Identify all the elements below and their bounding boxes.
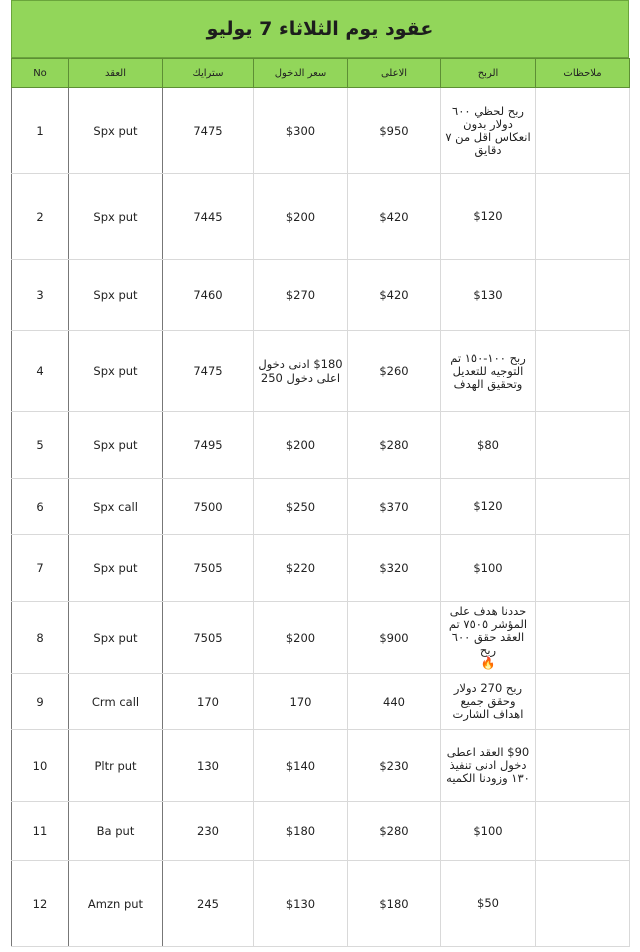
cell-contract-text: Amzn put [87, 896, 144, 911]
cell-strike-text: 245 [197, 896, 219, 911]
cell-high-text: $180 [379, 896, 409, 911]
cell-contract-text: Spx put [93, 364, 138, 378]
cell-profit [441, 730, 536, 802]
cell-high [348, 535, 441, 602]
cell-contract [69, 260, 163, 331]
cell-no-text: 1 [36, 123, 44, 138]
header-notes: ملاحظات [536, 59, 630, 88]
cell-profit-text: ربح ١٠٠-١٥٠ تم التوجيه للتعديل وتحقيق الهدف [450, 350, 526, 391]
cell-high [348, 602, 441, 674]
table-header-row [12, 59, 630, 88]
cell-high-text: $950 [379, 123, 409, 138]
cell-contract [69, 479, 163, 535]
cell-entry-price-text: $200 [285, 438, 316, 452]
cell-profit [441, 802, 536, 861]
cell-contract [69, 861, 163, 947]
cell-profit-text: ربح 270 دولار وحقق جميع اهداف الشارت [452, 681, 524, 721]
cell-high [348, 802, 441, 861]
cell-strike-text: 7495 [193, 438, 223, 452]
cell-high-text: $280 [379, 438, 409, 452]
cell-contract-text: Spx put [93, 209, 138, 224]
cell-strike [163, 479, 254, 535]
cell-strike-text: 7475 [193, 364, 223, 378]
cell-notes [536, 802, 630, 861]
cell-strike-text: 170 [197, 694, 219, 709]
cell-notes [536, 331, 630, 412]
cell-entry-price-text: $180 ادنى دخول اعلى دخول 250 [258, 357, 343, 385]
cell-profit [441, 535, 536, 602]
cell-entry-price [254, 730, 348, 802]
cell-profit [441, 331, 536, 412]
cell-profit [441, 260, 536, 331]
cell-profit-text: $100 [473, 823, 503, 838]
cell-entry-price-text: $270 [285, 288, 316, 302]
cell-profit [441, 674, 536, 730]
cell-high-text: $420 [379, 209, 409, 224]
cell-high-text: $230 [379, 758, 409, 773]
cell-high [348, 412, 441, 479]
cell-no [12, 674, 69, 730]
cell-entry-price-text: $220 [285, 561, 316, 575]
table-row [12, 260, 630, 331]
cell-contract [69, 674, 163, 730]
cell-profit-text: $120 [473, 499, 503, 513]
table-row [12, 535, 630, 602]
cell-strike-text: 7505 [193, 630, 223, 645]
cell-high-text: $900 [379, 630, 409, 645]
cell-entry-price [254, 412, 348, 479]
cell-no-text: 12 [32, 896, 48, 911]
cell-high-text: $370 [379, 499, 409, 514]
table-row [12, 88, 630, 174]
cell-profit [441, 861, 536, 947]
cell-strike-text: 130 [197, 758, 219, 773]
cell-no [12, 479, 69, 535]
cell-no [12, 535, 69, 602]
cell-entry-price [254, 331, 348, 412]
cell-high-text: $260 [379, 364, 409, 378]
table-row [12, 861, 630, 947]
cell-high [348, 331, 441, 412]
sheet-title: عقود يوم الثلاثاء 7 يوليو [11, 0, 629, 58]
cell-entry-price-text: $180 [285, 824, 316, 838]
header-entry-price: سعر الدخول [254, 59, 348, 88]
cell-entry-price-text: $130 [285, 896, 316, 911]
cell-contract [69, 602, 163, 674]
cell-strike [163, 331, 254, 412]
cell-notes [536, 674, 630, 730]
cell-strike [163, 802, 254, 861]
cell-profit [441, 174, 536, 260]
cell-no-text: 7 [36, 561, 44, 575]
cell-strike-text: 7460 [193, 288, 223, 302]
cell-no [12, 412, 69, 479]
cell-strike [163, 861, 254, 947]
cell-no-text: 3 [36, 288, 44, 302]
cell-notes [536, 412, 630, 479]
cell-high-text: $420 [379, 288, 409, 302]
cell-profit-text: $120 [473, 209, 503, 223]
cell-strike-text: 7445 [193, 209, 223, 224]
cell-profit [441, 602, 536, 674]
cell-contract [69, 535, 163, 602]
cell-contract [69, 802, 163, 861]
cell-contract [69, 412, 163, 479]
cell-contract-text: Crm call [91, 694, 140, 709]
cell-entry-price-text: $200 [285, 209, 316, 224]
table-row [12, 730, 630, 802]
cell-contract [69, 331, 163, 412]
cell-no-text: 11 [32, 824, 48, 838]
cell-no-text: 8 [36, 630, 44, 645]
cell-notes [536, 730, 630, 802]
cell-strike [163, 674, 254, 730]
cell-entry-price-text: $250 [285, 499, 316, 514]
cell-no [12, 174, 69, 260]
cell-profit-text: $80 [477, 437, 499, 452]
cell-entry-price [254, 861, 348, 947]
cell-no [12, 602, 69, 674]
table-row [12, 602, 630, 674]
cell-entry-price [254, 802, 348, 861]
cell-no-text: 10 [32, 758, 48, 773]
cell-no-text: 6 [36, 499, 44, 514]
header-contract: العقد [69, 59, 163, 88]
cell-notes [536, 602, 630, 674]
cell-high [348, 174, 441, 260]
cell-no-text: 9 [36, 694, 44, 709]
cell-strike-text: 7500 [193, 499, 223, 514]
cell-profit [441, 412, 536, 479]
cell-notes [536, 479, 630, 535]
cell-strike [163, 174, 254, 260]
cell-contract-text: Spx put [93, 561, 138, 575]
cell-strike [163, 535, 254, 602]
cell-profit-text: حددنا هدف على المؤشر ٧٥٠٥ تم العقد حقق ٦٠٠ ربح [448, 604, 528, 657]
table-row [12, 802, 630, 861]
cell-no [12, 88, 69, 174]
table-row [12, 674, 630, 730]
cell-profit-text: $130 [473, 287, 503, 302]
cell-entry-price [254, 535, 348, 602]
cell-entry-price [254, 479, 348, 535]
cell-high [348, 730, 441, 802]
cell-contract-text: Ba put [96, 824, 135, 838]
cell-notes [536, 174, 630, 260]
cell-no-text: 4 [36, 364, 44, 378]
cell-notes [536, 88, 630, 174]
cell-entry-price [254, 88, 348, 174]
cell-contract-text: Spx put [93, 288, 138, 302]
cell-high [348, 260, 441, 331]
cell-no-text: 2 [36, 209, 44, 224]
cell-entry-price-text: $300 [285, 123, 316, 138]
cell-contract [69, 730, 163, 802]
cell-profit [441, 479, 536, 535]
header-no: No [12, 59, 69, 88]
table-row [12, 174, 630, 260]
cell-entry-price-text: $140 [285, 758, 316, 773]
cell-no [12, 331, 69, 412]
cell-high [348, 674, 441, 730]
cell-no [12, 802, 69, 861]
cell-no [12, 260, 69, 331]
cell-strike-text: 7475 [193, 123, 223, 138]
table-row [12, 479, 630, 535]
table-body [12, 88, 630, 947]
cell-contract-text: Pltr put [94, 758, 137, 773]
cell-profit-text: ربح لحظي ٦٠٠ دولار بدون انعكاس اقل من ٧ دقايق [445, 103, 531, 157]
cell-strike [163, 260, 254, 331]
cell-strike-text: 230 [197, 824, 219, 838]
cell-profit-text: $90 العقد اعطى دخول ادنى تنفيذ ١٣٠ وزودنا الكميه [446, 745, 530, 785]
cell-high-text: $320 [379, 561, 409, 575]
table-row [12, 331, 630, 412]
cell-contract-text: Spx put [93, 630, 138, 645]
cell-high-text: $280 [379, 824, 409, 838]
cell-profit-text: $50 [477, 896, 499, 910]
header-profit: الربح [441, 59, 536, 88]
cell-contract-text: Spx put [93, 123, 138, 138]
cell-entry-price [254, 174, 348, 260]
cell-high [348, 479, 441, 535]
cell-contract-text: Spx put [93, 438, 138, 452]
cell-notes [536, 535, 630, 602]
cell-profit-text: $100 [473, 560, 503, 575]
cell-no-text: 5 [36, 438, 44, 452]
cell-high-text: 440 [383, 694, 405, 709]
cell-entry-price [254, 602, 348, 674]
cell-contract [69, 174, 163, 260]
cell-entry-price [254, 674, 348, 730]
cell-entry-price-text: 170 [289, 694, 312, 709]
cell-no [12, 730, 69, 802]
cell-notes [536, 260, 630, 331]
cell-strike [163, 412, 254, 479]
contracts-table [11, 58, 630, 947]
cell-profit [441, 88, 536, 174]
cell-strike [163, 602, 254, 674]
header-high: الاعلى [348, 59, 441, 88]
cell-strike [163, 88, 254, 174]
cell-high [348, 861, 441, 947]
cell-no [12, 861, 69, 947]
cell-entry-price-text: $200 [285, 630, 316, 645]
cell-strike-text: 7505 [193, 561, 223, 575]
header-strike: سترايك [163, 59, 254, 88]
cell-contract [69, 88, 163, 174]
cell-high [348, 88, 441, 174]
fire-icon: 🔥 [480, 656, 496, 670]
cell-entry-price [254, 260, 348, 331]
cell-notes [536, 861, 630, 947]
table-row [12, 412, 630, 479]
cell-strike [163, 730, 254, 802]
cell-contract-text: Spx call [93, 499, 138, 514]
